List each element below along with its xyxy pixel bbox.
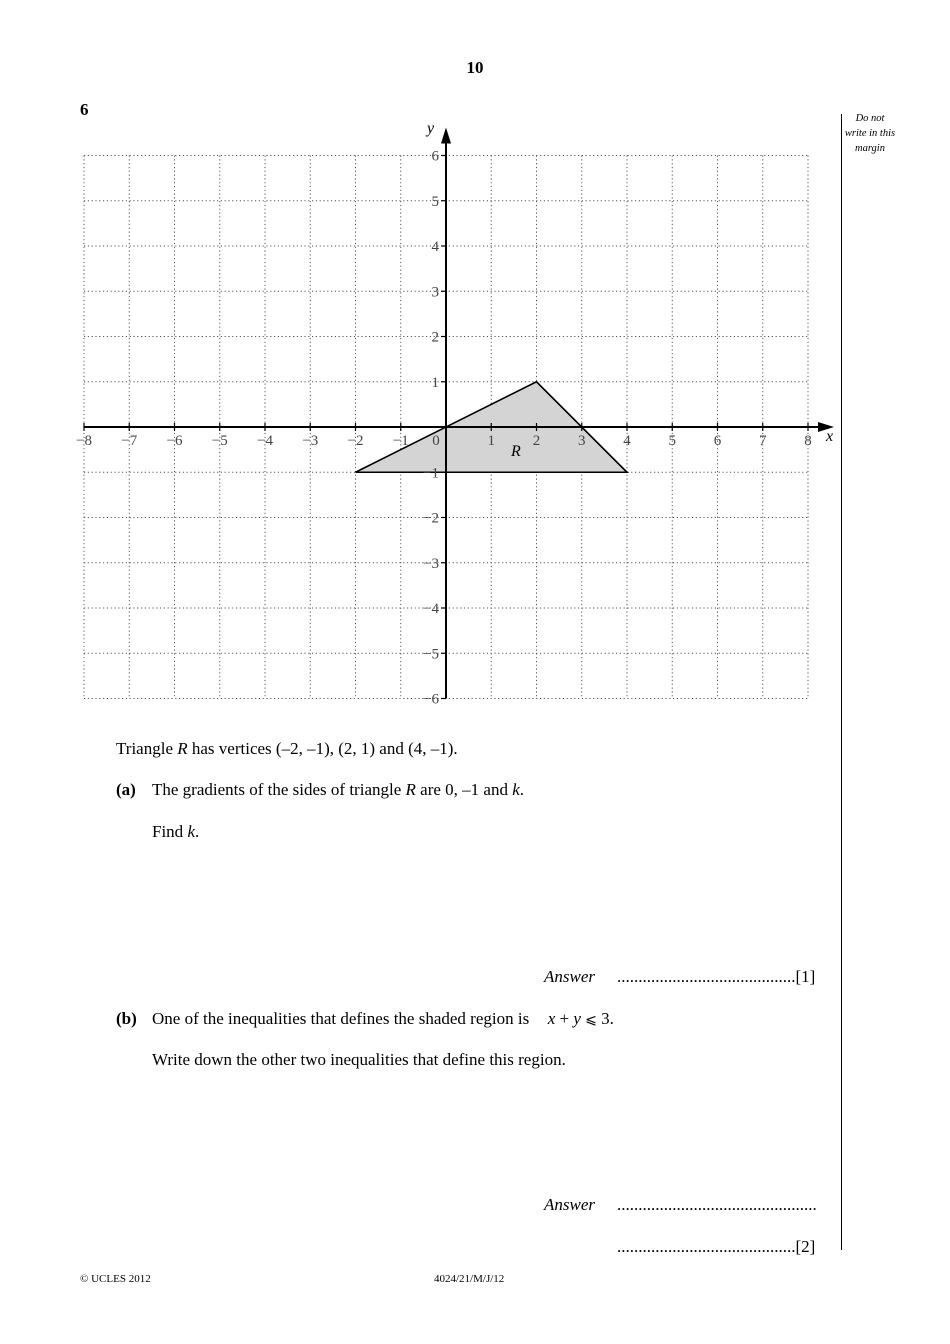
- part-b-answer-label: Answer: [544, 1195, 595, 1214]
- y-axis-label: y: [427, 120, 435, 137]
- ineq-plus: +: [559, 1009, 570, 1028]
- part-a-label: (a): [116, 780, 136, 799]
- y-tick-label: 1: [431, 374, 439, 391]
- x-tick-label: 6: [713, 433, 722, 449]
- part-b-instruction: Write down the other two inequalities that define this region.: [152, 1050, 566, 1069]
- part-a-text-end: .: [519, 780, 525, 799]
- part-a-answer-line[interactable]: [617, 967, 815, 987]
- question-number: 6: [80, 100, 89, 119]
- region-label: R: [511, 443, 521, 460]
- x-tick-label: −4: [257, 433, 273, 449]
- y-tick-label: −3: [423, 555, 439, 572]
- part-b-text-main: One of the inequalities that defines the shaded region is: [152, 1009, 530, 1028]
- part-b-answer-line-1[interactable]: ...............................................: [617, 1195, 817, 1214]
- part-b-answer-dots[interactable]: ..........................................: [617, 1237, 796, 1256]
- ineq-sign: ⩽: [585, 1012, 597, 1028]
- intro-var: R: [177, 739, 188, 758]
- x-tick-label: 0: [432, 433, 440, 449]
- y-tick-label: 2: [431, 329, 439, 346]
- footer-copyright: © UCLES 2012: [80, 1273, 151, 1285]
- x-tick-label: −3: [302, 433, 319, 449]
- part-a-text-mid: are 0, –1 and: [415, 780, 513, 799]
- x-tick-label: 1: [487, 433, 495, 449]
- x-tick-label: −1: [392, 433, 409, 449]
- page-number: 10: [466, 58, 484, 77]
- part-a-text: [152, 780, 524, 800]
- ineq-rhs: 3.: [601, 1009, 614, 1028]
- part-a-find: [152, 822, 199, 842]
- x-tick-label: −6: [166, 433, 183, 449]
- part-b-text: [152, 1009, 614, 1030]
- x-tick-label: −7: [121, 433, 138, 449]
- part-b-label: (b): [116, 1009, 137, 1028]
- y-tick-label: −5: [423, 646, 439, 663]
- x-tick-label: −2: [347, 433, 364, 449]
- part-a-text-var: R: [405, 780, 416, 799]
- part-a-find-var: k: [187, 822, 195, 841]
- part-a-answer-dots[interactable]: ..........................................: [617, 967, 796, 986]
- x-tick-label: 3: [578, 433, 586, 449]
- x-tick-label: 5: [668, 433, 676, 449]
- part-a-answer-label: Answer: [544, 967, 595, 986]
- intro-pre: Triangle: [116, 739, 178, 758]
- y-tick-label: 6: [431, 148, 439, 165]
- question-intro: [116, 739, 458, 759]
- part-a-find-pre: Find: [152, 822, 188, 841]
- part-a-text-pre: The gradients of the sides of triangle: [152, 780, 406, 799]
- y-tick-label: −2: [423, 510, 439, 527]
- intro-post: has vertices (–2, –1), (2, 1) and (4, –1).: [187, 739, 458, 758]
- margin-note-line: write in this: [844, 128, 896, 139]
- part-b-marks: [2]: [795, 1237, 816, 1256]
- y-tick-label: −1: [423, 465, 439, 482]
- ineq-y: y: [573, 1009, 581, 1028]
- part-a-text-k: k: [512, 780, 520, 799]
- x-tick-label: −8: [76, 433, 92, 449]
- y-tick-label: −6: [423, 691, 439, 708]
- x-tick-label: 7: [759, 433, 767, 449]
- x-axis-label: x: [826, 428, 834, 445]
- part-a-find-end: .: [194, 822, 200, 841]
- y-tick-label: 4: [431, 239, 439, 255]
- y-tick-label: 5: [431, 193, 439, 210]
- margin-note-line: margin: [855, 143, 885, 154]
- x-tick-label: 2: [532, 433, 541, 449]
- part-a-marks: [1]: [795, 967, 816, 986]
- y-tick-label: −4: [423, 601, 439, 617]
- margin-note-line: Do not: [855, 113, 885, 124]
- part-b-answer-line-2[interactable]: [617, 1237, 815, 1257]
- y-tick-label: 3: [431, 284, 439, 301]
- footer-code: 4024/21/M/J/12: [434, 1273, 505, 1285]
- x-tick-label: 4: [623, 433, 631, 449]
- y-axis-arrow-icon: [441, 128, 451, 144]
- x-tick-label: 8: [804, 433, 812, 449]
- x-tick-label: −5: [211, 433, 228, 449]
- axes: [84, 128, 834, 699]
- ineq-x: x: [547, 1009, 556, 1028]
